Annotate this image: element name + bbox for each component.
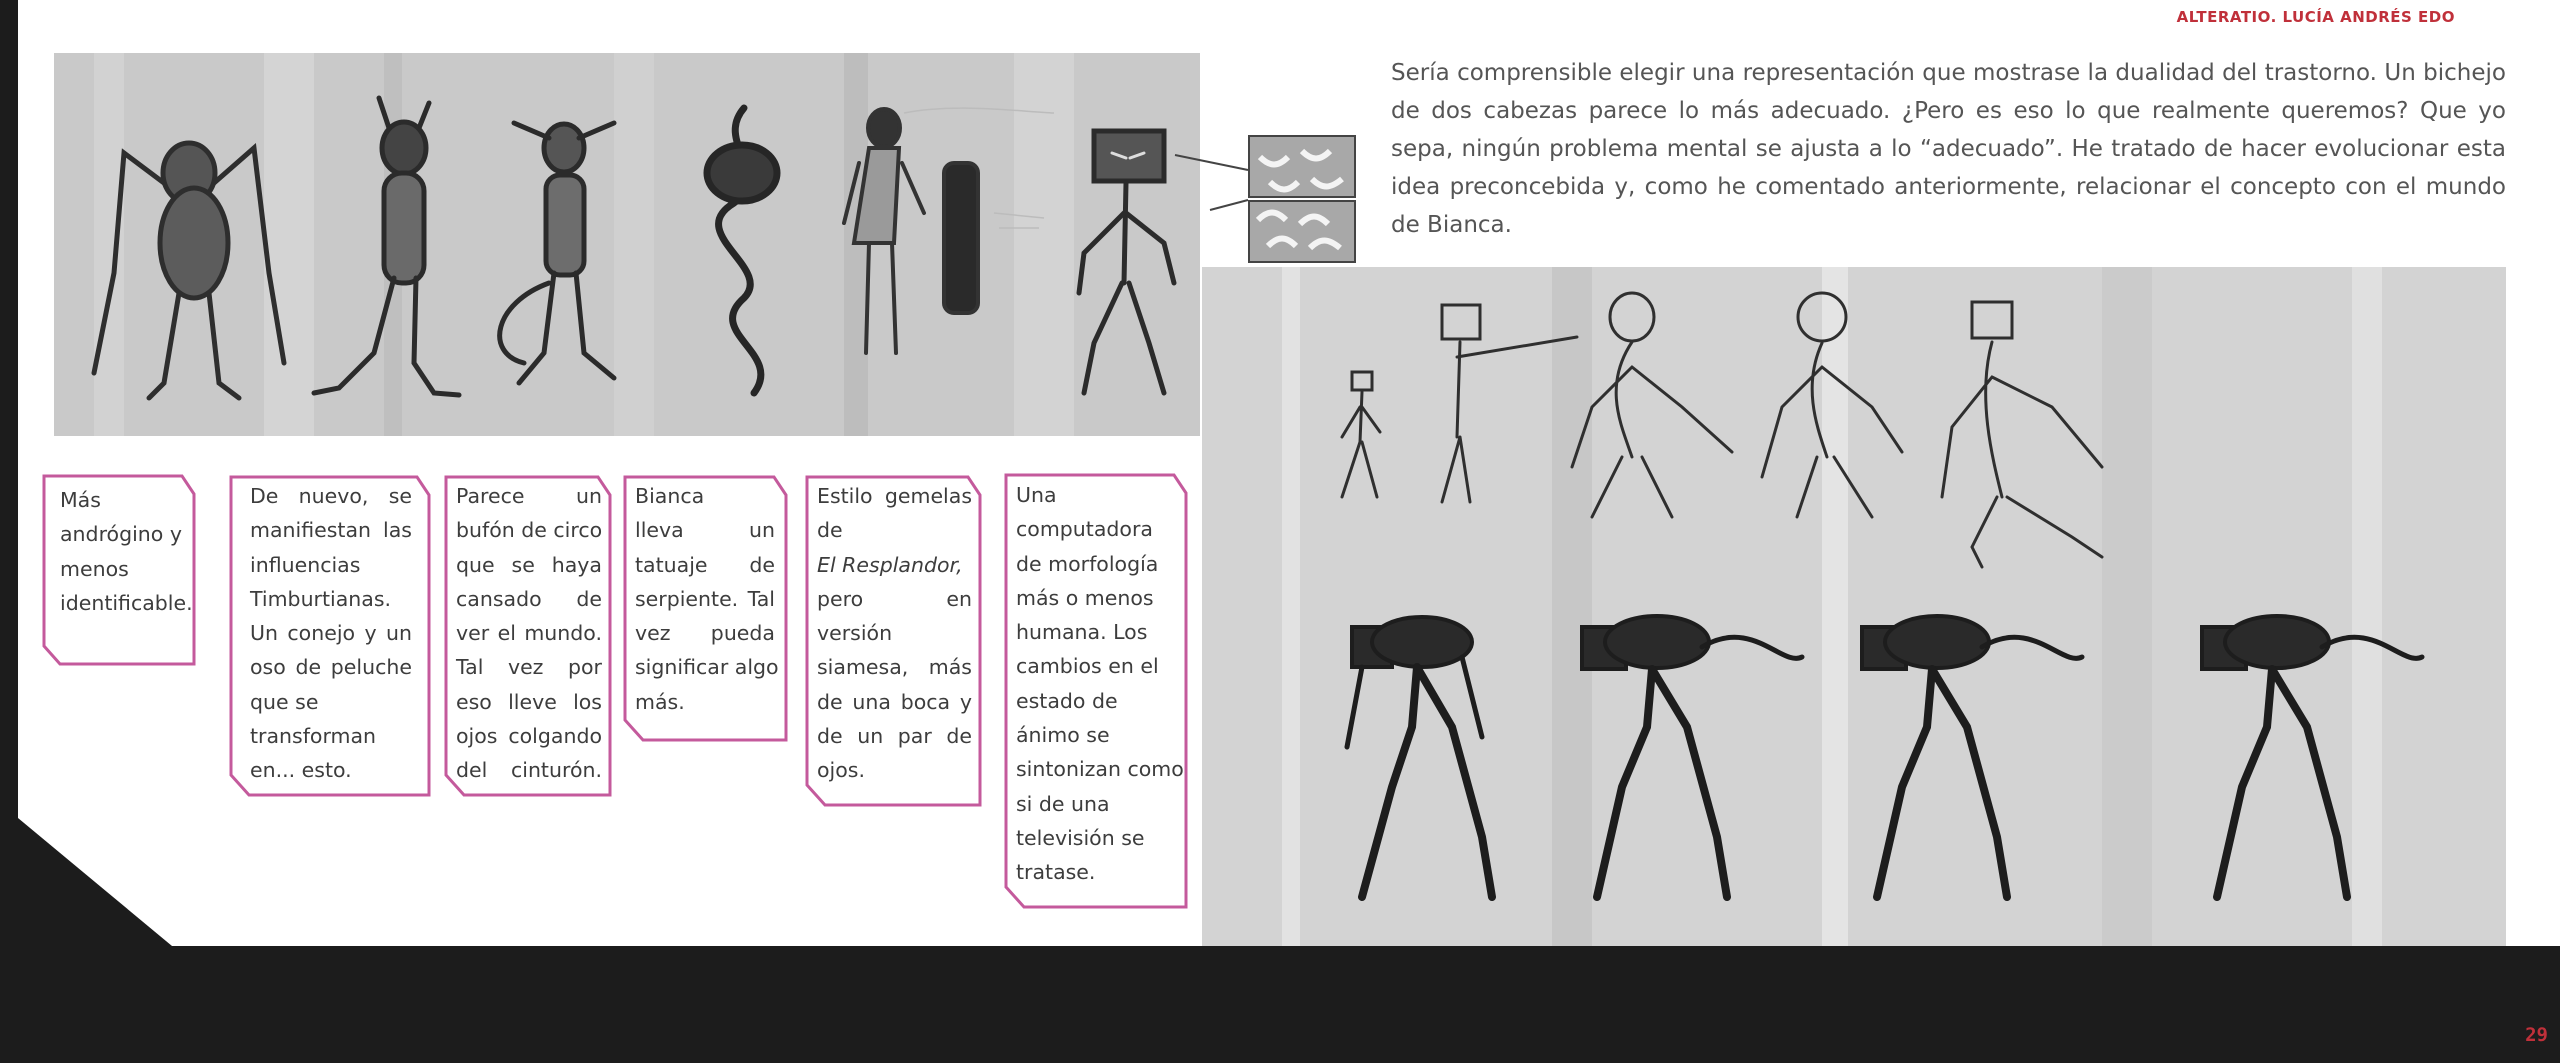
note-line: lleva un (635, 518, 775, 543)
note-line: que se haya (456, 552, 602, 577)
note-line: influencias (250, 552, 361, 577)
note-timburtian (229, 475, 432, 797)
note-line: del cinturón. (456, 758, 602, 783)
note-text (635, 479, 779, 719)
robot-sketches-illustration (1202, 267, 2506, 946)
pointer-lines (1170, 130, 1252, 230)
note-line: Tal vez por (456, 655, 602, 680)
screen-thumbnail-1 (1248, 135, 1356, 198)
creature-sketches-top (54, 53, 1200, 436)
note-androgynous (42, 474, 197, 666)
note-text (817, 479, 972, 788)
creature-sketches-illustration (54, 53, 1200, 436)
note-line: menos (60, 556, 129, 581)
note-twins (805, 475, 982, 807)
note-line: cambios en el (1016, 654, 1159, 679)
note-line: eso lleve los (456, 689, 602, 714)
note-line: que se (250, 689, 319, 714)
note-line: pero en (817, 586, 972, 611)
note-line: transforman (250, 724, 377, 749)
note-line: De nuevo, se (250, 484, 412, 508)
note-text (250, 479, 412, 788)
document-header-title: ALTERATIO. LUCÍA ANDRÉS EDO (2176, 8, 2455, 26)
page-number: 29 (2525, 1024, 2548, 1046)
note-line: de morfología (1016, 551, 1159, 576)
note-text (1016, 478, 1184, 890)
note-line: Timburtianas. (250, 586, 392, 611)
note-text (60, 483, 193, 620)
note-line: en... esto. (250, 758, 352, 783)
note-line: cansado de (456, 586, 602, 611)
note-line: ver el mundo. (456, 621, 602, 646)
note-line: televisión se (1016, 825, 1145, 850)
note-line: significar algo (635, 655, 779, 680)
note-jester (444, 475, 612, 797)
note-line: más o menos (1016, 585, 1154, 610)
note-line: versión (817, 621, 893, 646)
note-line: Bianca (635, 484, 705, 508)
note-line: ojos colgando (456, 724, 602, 749)
note-text (456, 479, 602, 788)
note-line: manifiestan las (250, 518, 412, 543)
note-line: siamesa, más (817, 655, 972, 680)
note-line: Una (1016, 483, 1057, 507)
screen-thumbnail-2 (1248, 200, 1356, 263)
note-line: si de una (1016, 791, 1110, 816)
note-line: ánimo se (1016, 723, 1110, 748)
note-line: identificable. (60, 590, 193, 615)
note-line: sintonizan como (1016, 757, 1184, 782)
note-line: Parece un (456, 484, 602, 508)
note-line: tratase. (1016, 860, 1096, 885)
note-line: andrógino y (60, 522, 182, 547)
note-line: estado de (1016, 688, 1118, 713)
note-line: Más (60, 488, 101, 512)
note-line: tatuaje de (635, 552, 775, 577)
note-line: de una boca y (817, 689, 972, 714)
note-snake-tattoo (623, 475, 788, 742)
note-line: Estilo gemelas (817, 484, 972, 508)
note-line: más. (635, 689, 685, 714)
note-line: de un par de (817, 724, 972, 749)
note-line: humana. Los (1016, 620, 1148, 645)
note-line: de (817, 518, 843, 543)
note-line: vez pueda (635, 621, 775, 646)
note-line: ojos. (817, 758, 865, 783)
note-line-film-title: El Resplandor, (817, 552, 963, 577)
note-line: oso de peluche (250, 655, 412, 680)
note-line: bufón de circo (456, 518, 603, 543)
robot-creature-sketches (1202, 267, 2506, 946)
note-line: Un conejo y un (250, 621, 412, 646)
intro-paragraph: Sería comprensible elegir una representación que mostrase la dualidad del trastorno. Un bichejo de dos cabezas parece lo más adecuado. ¿Pero es eso lo que realmente queremos? Que yo sepa, ningún problema mental se ajusta a lo “adecuado”. He tratado de hacer evolucionar esta idea preconcebida y, como he comentado anteriormente, relacionar el concepto con el mundo de Bianca. (1391, 60, 2506, 238)
note-line: computadora (1016, 517, 1153, 542)
note-computer (1004, 473, 1188, 909)
note-line: serpiente. Tal (635, 586, 775, 611)
